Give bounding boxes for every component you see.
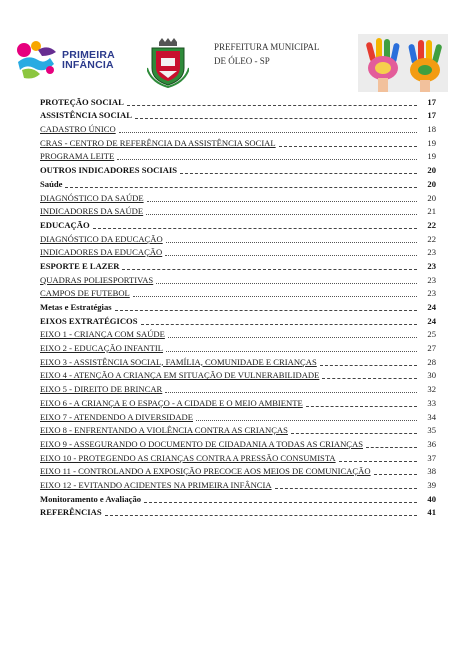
toc-entry-title: EIXO 7 - ATENDENDO A DIVERSIDADE <box>40 411 194 422</box>
toc-entry-page: 32 <box>427 384 436 395</box>
toc-entry-title: EIXO 3 - ASSISTÊNCIA SOCIAL, FAMÍLIA, COMUNIDADE E CRIANÇAS <box>40 356 317 367</box>
toc-entry[interactable] <box>40 204 436 218</box>
toc-entry[interactable] <box>40 121 436 135</box>
toc-entry[interactable] <box>40 313 436 327</box>
toc-entry-title: EIXO 8 - ENFRENTANDO A VIOLÊNCIA CONTRA AS CRIANÇAS <box>40 425 288 436</box>
toc-leader <box>135 111 417 119</box>
toc-leader <box>119 125 417 133</box>
toc-leader <box>141 317 417 325</box>
toc-entry-title: EIXO 9 - ASSEGURANDO O DOCUMENTO DE CIDADANIA A TODAS AS CRIANÇAS <box>40 438 364 449</box>
toc-entry-page: 35 <box>427 425 436 436</box>
toc-leader <box>144 495 417 503</box>
logo-text <box>62 50 115 70</box>
toc-entry-page: 22 <box>427 233 436 244</box>
toc-entry-title: EIXO 2 - EDUCAÇÃO INFANTIL <box>40 343 164 354</box>
toc-entry-page: 41 <box>427 507 436 518</box>
toc-entry[interactable] <box>40 162 436 176</box>
toc-leader <box>306 399 417 407</box>
toc-entry-page: 34 <box>427 411 436 422</box>
toc-entry-title: PROTEÇÃO SOCIAL <box>40 96 124 107</box>
toc-entry-page: 20 <box>427 192 436 203</box>
toc-entry-title: QUADRAS POLIESPORTIVAS <box>40 274 154 285</box>
toc-entry[interactable] <box>40 286 436 300</box>
toc-leader <box>146 207 417 215</box>
toc-entry-page: 23 <box>427 274 436 285</box>
toc-entry[interactable] <box>40 423 436 437</box>
toc-entry-page: 18 <box>427 124 436 135</box>
toc-leader <box>291 426 417 434</box>
toc-entry[interactable] <box>40 368 436 382</box>
toc-entry[interactable] <box>40 272 436 286</box>
toc-entry-page: 28 <box>427 356 436 367</box>
toc-entry-page: 17 <box>427 96 436 107</box>
toc-leader <box>166 235 417 243</box>
toc-entry-page: 24 <box>427 315 436 326</box>
toc-entry[interactable] <box>40 464 436 478</box>
toc-entry-page: 33 <box>427 397 436 408</box>
toc-entry-page: 17 <box>427 110 436 121</box>
toc-entry[interactable] <box>40 450 436 464</box>
toc-leader <box>122 262 417 270</box>
toc-entry[interactable] <box>40 245 436 259</box>
toc-leader <box>133 289 417 297</box>
toc-entry-title: EDUCAÇÃO <box>40 219 90 230</box>
toc-entry[interactable] <box>40 436 436 450</box>
toc-entry-page: 25 <box>427 329 436 340</box>
toc-entry-title: INDICADORES DA EDUCAÇÃO <box>40 247 163 258</box>
toc-entry-page: 36 <box>427 438 436 449</box>
toc-entry-page: 23 <box>427 288 436 299</box>
toc-entry-page: 38 <box>427 466 436 477</box>
toc-leader <box>105 508 417 516</box>
toc-entry[interactable] <box>40 94 436 108</box>
toc-entry-title: EIXO 1 - CRIANÇA COM SAÚDE <box>40 329 165 340</box>
toc-entry-page: 23 <box>427 260 436 271</box>
toc-entry-title: Metas e Estratégias <box>40 302 112 312</box>
toc-entry-title: EIXO 4 - ATENÇÃO A CRIANÇA EM SITUAÇÃO DE VULNERABILIDADE <box>40 370 320 381</box>
toc-entry-title: EIXO 11 - CONTROLANDO A EXPOSIÇÃO PRECOCE AOS MEIOS DE COMUNICAÇÃO <box>40 466 371 477</box>
municipal-crest-icon <box>147 38 189 88</box>
toc-leader <box>322 371 417 379</box>
toc-leader <box>180 166 417 174</box>
toc-leader <box>320 358 417 366</box>
toc-leader <box>374 467 417 475</box>
toc-entry-page: 19 <box>427 137 436 148</box>
toc-entry-title: EIXO 5 - DIREITO DE BRINCAR <box>40 384 163 395</box>
toc-entry[interactable] <box>40 176 436 190</box>
toc-entry-title: REFERÊNCIAS <box>40 507 102 518</box>
toc-entry-title: EIXO 10 - PROTEGENDO AS CRIANÇAS CONTRA A PRESSÃO CONSUMISTA <box>40 452 336 463</box>
toc-entry[interactable] <box>40 190 436 204</box>
toc-leader <box>366 440 417 448</box>
toc-entry-page: 27 <box>427 343 436 354</box>
painted-hands-icon <box>358 34 448 92</box>
toc-entry[interactable] <box>40 135 436 149</box>
toc-leader <box>156 276 417 284</box>
toc-entry-title: Monitoramento e Avaliação <box>40 493 142 504</box>
toc-entry-page: 22 <box>427 219 436 230</box>
toc-leader <box>127 98 417 106</box>
logo-line-1: PRIMEIRA <box>62 49 115 61</box>
toc-leader <box>115 303 417 311</box>
toc-entry[interactable] <box>40 149 436 163</box>
table-of-contents <box>40 94 436 518</box>
prefeitura-line-1: PREFEITURA MUNICIPAL <box>214 42 320 52</box>
toc-entry-title: EIXO 12 - EVITANDO ACIDENTES NA PRIMEIRA INFÂNCIA <box>40 479 272 490</box>
toc-entry-title: Saúde <box>40 178 63 189</box>
toc-entry-title: ESPORTE E LAZER <box>40 260 120 271</box>
toc-leader <box>165 248 417 256</box>
toc-entry-title: DIAGNÓSTICO DA EDUCAÇÃO <box>40 233 163 244</box>
toc-entry[interactable] <box>40 327 436 341</box>
child-figure-icon <box>14 40 64 84</box>
toc-entry-page: 39 <box>427 479 436 490</box>
toc-leader <box>196 413 417 421</box>
toc-entry[interactable] <box>40 354 436 368</box>
toc-entry-page: 23 <box>427 247 436 258</box>
toc-leader <box>275 481 417 489</box>
toc-entry-page: 40 <box>427 493 436 504</box>
toc-entry-title: CAMPOS DE FUTEBOL <box>40 288 130 299</box>
toc-leader <box>279 139 417 147</box>
page-header <box>0 0 459 95</box>
toc-leader <box>65 180 417 188</box>
toc-entry[interactable] <box>40 491 436 505</box>
toc-entry-title: CADASTRO ÚNICO <box>40 124 116 135</box>
toc-entry-title: EIXOS EXTRATÉGICOS <box>40 315 138 326</box>
toc-entry[interactable] <box>40 299 436 313</box>
toc-entry-title: INDICADORES DA SAÚDE <box>40 206 144 217</box>
toc-entry[interactable] <box>40 217 436 231</box>
toc-entry-page: 20 <box>427 165 436 176</box>
toc-entry-page: 37 <box>427 452 436 463</box>
toc-entry-page: 19 <box>427 151 436 162</box>
toc-entry[interactable] <box>40 381 436 395</box>
primeira-infancia-logo <box>14 40 120 84</box>
toc-entry-title: EIXO 6 - A CRIANÇA E O ESPAÇO - A CIDADE E O MEIO AMBIENTE <box>40 397 303 408</box>
toc-entry[interactable] <box>40 409 436 423</box>
toc-entry[interactable] <box>40 340 436 354</box>
toc-leader <box>165 385 417 393</box>
toc-leader <box>117 152 417 160</box>
toc-entry-title: DIAGNÓSTICO DA SAÚDE <box>40 192 144 203</box>
toc-entry[interactable] <box>40 395 436 409</box>
prefeitura-name <box>214 40 319 68</box>
toc-leader <box>168 330 417 338</box>
toc-entry-title: ASSISTÊNCIA SOCIAL <box>40 110 132 121</box>
toc-entry[interactable] <box>40 505 436 519</box>
toc-entry-page: 30 <box>427 370 436 381</box>
toc-entry-title: OUTROS INDICADORES SOCIAIS <box>40 165 178 176</box>
toc-entry-title: CRAS - CENTRO DE REFERÊNCIA DA ASSISTÊNCIA SOCIAL <box>40 137 276 148</box>
toc-entry[interactable] <box>40 231 436 245</box>
toc-entry[interactable] <box>40 477 436 491</box>
toc-leader <box>147 194 417 202</box>
toc-entry-title: PROGRAMA LEITE <box>40 151 115 162</box>
toc-entry-page: 24 <box>427 302 436 312</box>
toc-entry-page: 20 <box>427 178 436 189</box>
toc-leader <box>166 344 417 352</box>
toc-leader <box>339 454 417 462</box>
toc-leader <box>93 221 417 229</box>
logo-line-2: INFÂNCIA <box>62 59 114 71</box>
toc-entry[interactable] <box>40 108 436 122</box>
prefeitura-line-2: DE ÓLEO - SP <box>214 56 270 66</box>
toc-entry-page: 21 <box>427 206 436 217</box>
toc-entry[interactable] <box>40 258 436 272</box>
